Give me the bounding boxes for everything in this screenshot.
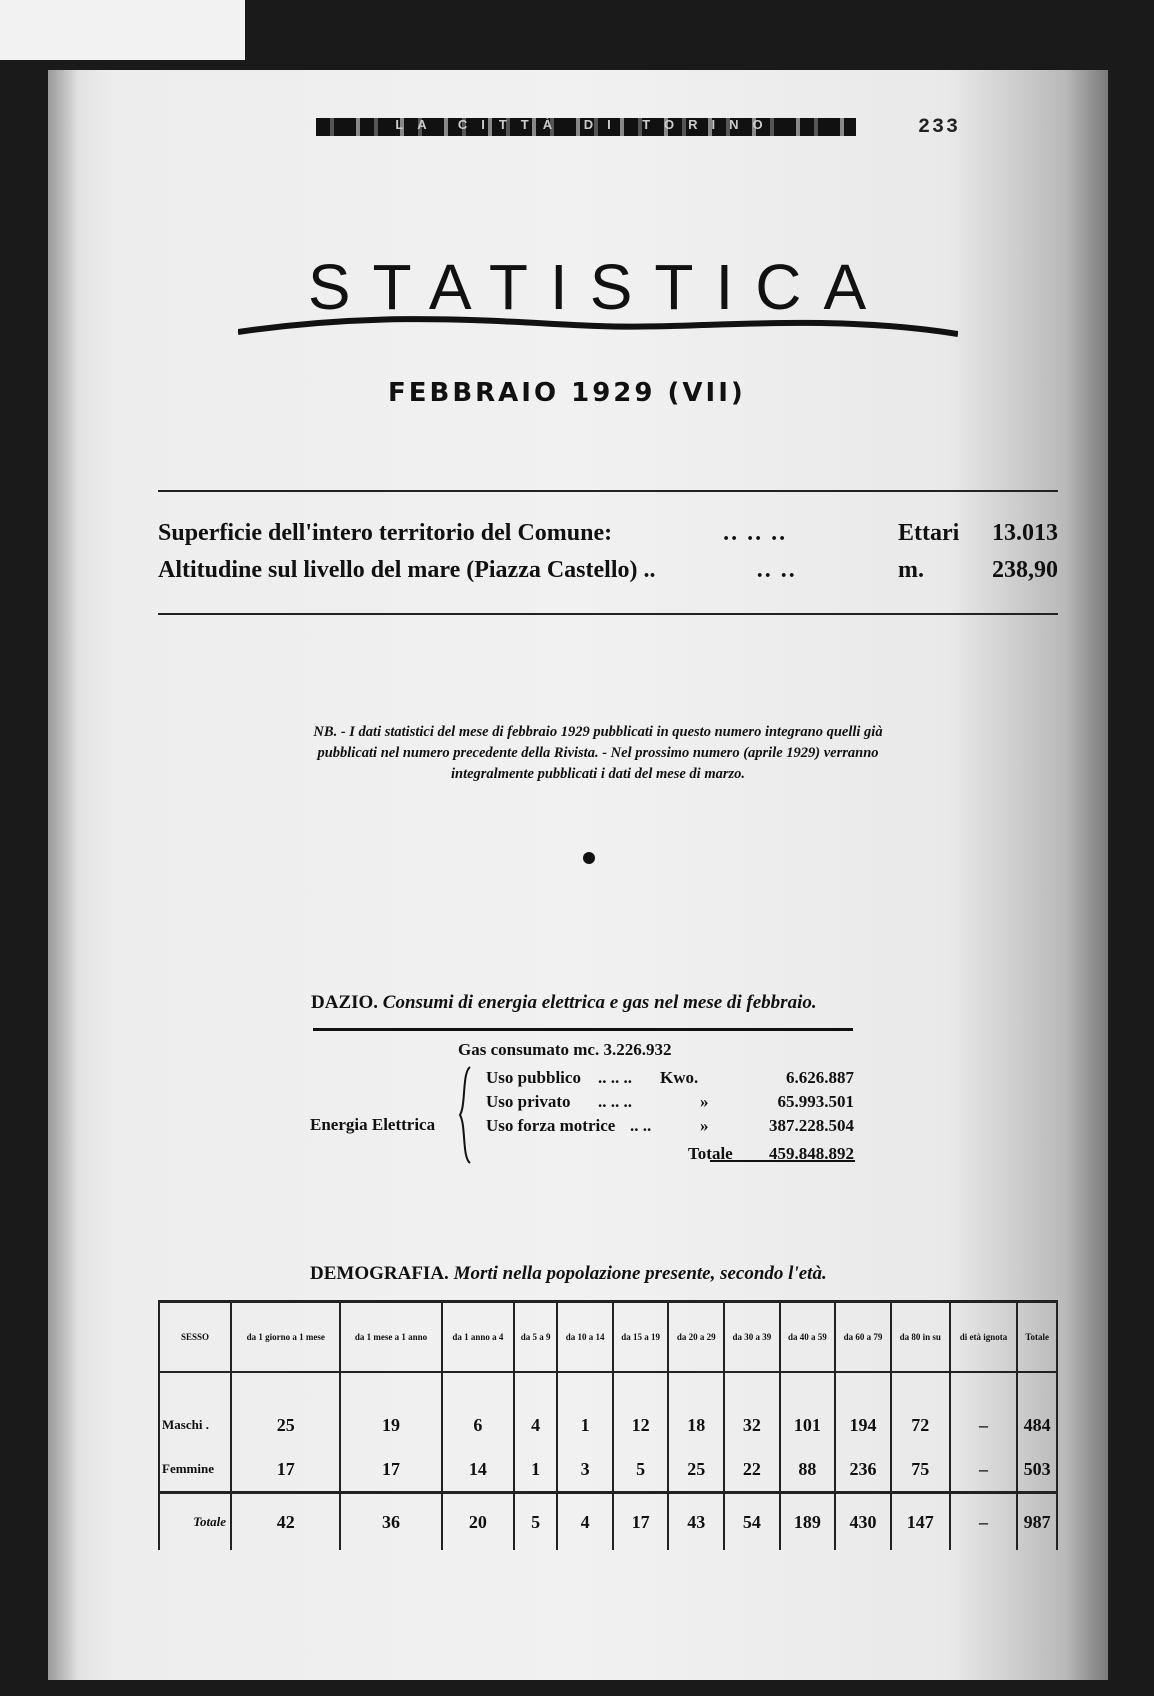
table-spacer-row <box>159 1372 1057 1403</box>
energy-item-value: 387.228.504 <box>769 1116 854 1135</box>
table-total-row <box>159 1493 1057 1551</box>
energy-item-value: 6.626.887 <box>786 1068 854 1087</box>
column-header: da 20 a 29 <box>668 1302 724 1373</box>
energy-item-unit: Kwo. <box>660 1068 699 1087</box>
scan-background-corner <box>0 0 245 60</box>
energy-total-value: 459.848.892 <box>769 1144 854 1163</box>
page-number: 233 <box>918 116 961 139</box>
mortality-table <box>158 1300 1058 1550</box>
divider-bottom <box>158 613 1058 615</box>
table-row <box>159 1447 1057 1493</box>
table-cell: 430 <box>835 1493 891 1551</box>
table-cell: 32 <box>724 1403 780 1447</box>
table-cell: 3 <box>557 1447 613 1493</box>
info-dots: .. .. .. <box>723 520 788 546</box>
table-cell: 503 <box>1017 1447 1057 1493</box>
table-cell: 4 <box>557 1493 613 1551</box>
table-cell: 14 <box>442 1447 514 1493</box>
dazio-heading <box>311 992 871 1014</box>
energy-item-value: 65.993.501 <box>777 1092 854 1111</box>
table-row <box>159 1403 1057 1447</box>
dazio-heading-caption: Consumi di energia elettrica e gas nel mese di febbraio. <box>382 992 817 1013</box>
table-cell: 12 <box>613 1403 669 1447</box>
energy-item-label: Uso forza motrice <box>486 1116 616 1135</box>
energy-item-label: Uso pubblico <box>486 1068 581 1087</box>
column-header: da 1 giorno a 1 mese <box>231 1302 340 1373</box>
column-header: da 40 a 59 <box>780 1302 836 1373</box>
table-cell: 75 <box>891 1447 950 1493</box>
table-cell: 17 <box>340 1447 441 1493</box>
table-cell: 1 <box>557 1403 613 1447</box>
energy-item-unit: » <box>700 1092 709 1111</box>
bullet-ornament <box>583 852 595 864</box>
info-value: 238,90 <box>992 557 1058 583</box>
info-value: 13.013 <box>992 520 1058 546</box>
gas-consumption: Gas consumato mc. 3.226.932 <box>458 1040 672 1059</box>
table-cell: – <box>950 1447 1018 1493</box>
table-cell: 22 <box>724 1447 780 1493</box>
column-header: SESSO <box>159 1302 231 1373</box>
divider-top <box>158 490 1058 492</box>
dazio-heading-label: DAZIO. <box>311 992 379 1013</box>
page-gutter-shadow <box>48 70 78 1680</box>
column-header: da 5 a 9 <box>514 1302 557 1373</box>
energy-item-unit: » <box>700 1116 709 1135</box>
brace-icon <box>458 1065 474 1165</box>
demografia-heading-label: DEMOGRAFIA. <box>310 1263 449 1284</box>
column-header: da 30 a 39 <box>724 1302 780 1373</box>
running-header-band <box>316 118 856 136</box>
document-page <box>48 70 1108 1680</box>
demografia-heading <box>310 1263 870 1285</box>
table-cell: – <box>950 1493 1018 1551</box>
column-header: da 60 a 79 <box>835 1302 891 1373</box>
table-cell: 1 <box>514 1447 557 1493</box>
table-cell: 6 <box>442 1403 514 1447</box>
info-unit: m. <box>898 557 924 583</box>
column-header: da 1 anno a 4 <box>442 1302 514 1373</box>
info-dots: .. .. <box>756 557 797 583</box>
energy-item-label: Uso privato <box>486 1092 571 1111</box>
info-unit: Ettari <box>898 520 960 546</box>
info-label: Altitudine sul livello del mare (Piazza Castello) .. <box>158 557 656 583</box>
table-cell: 36 <box>340 1493 441 1551</box>
info-row-area <box>158 520 1058 547</box>
table-cell: 17 <box>613 1493 669 1551</box>
editorial-note: NB. - I dati statistici del mese di febbraio 1929 pubblicati in questo numero integrano quelli già pubblicati nel numero precedente della Rivista. - Nel prossimo numero (aprile 1929) verranno integralmente pubblicati i dati del mese di marzo. <box>313 724 883 782</box>
table-cell: 19 <box>340 1403 441 1447</box>
table-cell: 147 <box>891 1493 950 1551</box>
table-cell: 4 <box>514 1403 557 1447</box>
energy-item-dots: .. .. .. <box>598 1068 632 1087</box>
column-header: da 1 mese a 1 anno <box>340 1302 441 1373</box>
table-header-row <box>159 1302 1057 1373</box>
energy-item-dots: .. .. .. <box>598 1092 632 1111</box>
table-cell: 54 <box>724 1493 780 1551</box>
table-cell: 20 <box>442 1493 514 1551</box>
table-cell: 987 <box>1017 1493 1057 1551</box>
column-header: da 10 a 14 <box>557 1302 613 1373</box>
table-cell: 5 <box>613 1447 669 1493</box>
table-cell: 484 <box>1017 1403 1057 1447</box>
column-header: da 80 in su <box>891 1302 950 1373</box>
info-label: Superficie dell'intero territorio del Comune: <box>158 520 613 546</box>
row-label: Maschi . <box>159 1403 231 1447</box>
table-cell: 5 <box>514 1493 557 1551</box>
table-cell: 25 <box>231 1403 340 1447</box>
table-cell: 43 <box>668 1493 724 1551</box>
table-cell: 88 <box>780 1447 836 1493</box>
page-subtitle: FEBBRAIO 1929 (VII) <box>388 378 746 408</box>
title-wave-underline <box>238 302 958 342</box>
table-cell: 17 <box>231 1447 340 1493</box>
energy-total-label: Totale <box>688 1144 733 1163</box>
table-cell: 25 <box>668 1447 724 1493</box>
table-cell: 42 <box>231 1493 340 1551</box>
column-header: di età ignota <box>950 1302 1018 1373</box>
table-cell: 18 <box>668 1403 724 1447</box>
page-title: STATISTICA <box>307 251 889 323</box>
row-label: Femmine <box>159 1447 231 1493</box>
energy-label: Energia Elettrica <box>310 1115 436 1134</box>
table-cell: 194 <box>835 1403 891 1447</box>
column-header: da 15 a 19 <box>613 1302 669 1373</box>
row-label: Totale <box>159 1493 231 1551</box>
table-cell: 236 <box>835 1447 891 1493</box>
table-cell: – <box>950 1403 1018 1447</box>
info-row-altitude <box>158 557 1058 584</box>
table-cell: 189 <box>780 1493 836 1551</box>
demografia-heading-caption: Morti nella popolazione presente, secondo l'età. <box>453 1263 827 1284</box>
column-header: Totale <box>1017 1302 1057 1373</box>
running-header-text: LA CITTÀ DI TORINO <box>395 117 777 132</box>
dazio-rule <box>313 1028 853 1031</box>
table-cell: 101 <box>780 1403 836 1447</box>
energy-item-dots: .. .. <box>630 1116 652 1135</box>
table-cell: 72 <box>891 1403 950 1447</box>
